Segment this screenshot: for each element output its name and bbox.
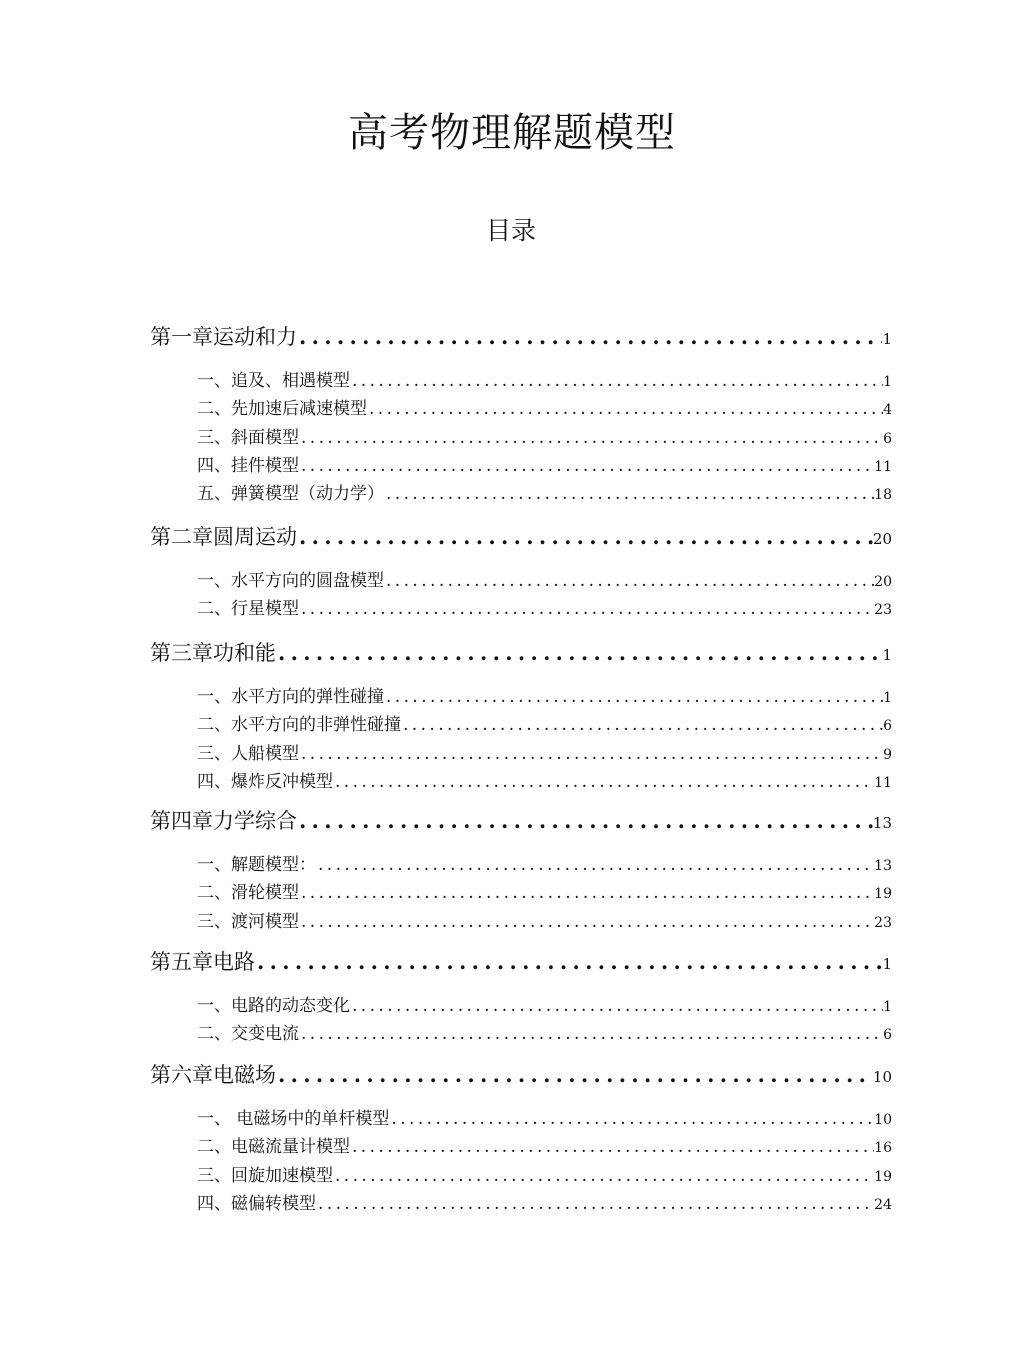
toc-section-entry[interactable]	[197, 1191, 892, 1217]
toc-chapter-entry[interactable]	[150, 638, 892, 668]
toc-dot-leader	[401, 712, 883, 738]
toc-page-number: 1	[882, 646, 892, 664]
toc-page-number: 1	[883, 999, 892, 1015]
toc-section-entry[interactable]	[197, 568, 892, 594]
toc-section-entry[interactable]	[197, 1163, 892, 1189]
toc-dot-leader	[255, 947, 882, 977]
toc-dot-leader	[350, 993, 883, 1019]
toc-entry-label: 第四章力学综合	[150, 809, 297, 833]
toc-entry-label: 第一章运动和力	[150, 325, 297, 349]
toc-entry-label: 二、交变电流	[197, 1024, 299, 1044]
toc-entry-label: 一、追及、相遇模型	[197, 371, 350, 391]
toc-dot-leader	[384, 684, 883, 710]
toc-section-entry[interactable]	[197, 909, 892, 935]
toc-dot-leader	[299, 741, 883, 767]
toc-entry-label: 第六章电磁场	[150, 1063, 276, 1087]
toc-entry-label: 三、人船模型	[197, 744, 299, 764]
toc-dot-leader	[297, 322, 882, 352]
toc-page-number: 19	[874, 886, 892, 902]
toc-entry-label: 二、先加速后减速模型	[197, 399, 367, 419]
toc-entry-label: 第二章圆周运动	[150, 525, 297, 549]
toc-section-entry[interactable]	[197, 481, 892, 507]
toc-section-entry[interactable]	[197, 596, 892, 622]
toc-dot-leader	[299, 909, 874, 935]
toc-entry-label: 四、挂件模型	[197, 456, 299, 476]
toc-page-number: 1	[882, 955, 892, 973]
toc-entry-label: 一、电路的动态变化	[197, 996, 350, 1016]
toc-page-number: 9	[883, 747, 892, 763]
toc-entry-label: 第三章功和能	[150, 641, 276, 665]
toc-entry-label: 三、斜面模型	[197, 428, 299, 448]
toc-entry-label: 二、滑轮模型	[197, 883, 299, 903]
toc-entry-label: 五、弹簧模型（动力学）	[197, 484, 384, 504]
toc-dot-leader	[297, 522, 873, 552]
toc-dot-leader	[367, 396, 883, 422]
toc-section-entry[interactable]	[197, 453, 892, 479]
toc-page-number: 6	[883, 1027, 892, 1043]
toc-page-number: 4	[883, 402, 892, 418]
toc-section-entry[interactable]	[197, 1021, 892, 1047]
toc-dot-leader	[350, 368, 883, 394]
toc-section-entry[interactable]	[197, 712, 892, 738]
toc-chapter-entry[interactable]	[150, 322, 892, 352]
toc-entry-label: 一、解题模型：	[197, 855, 316, 875]
toc-entry-label: 第五章电路	[150, 950, 255, 974]
toc-section-entry[interactable]	[197, 425, 892, 451]
toc-dot-leader	[316, 852, 874, 878]
toc-entry-label: 三、渡河模型	[197, 912, 299, 932]
toc-entry-label: 一、水平方向的弹性碰撞	[197, 687, 384, 707]
toc-page-number: 19	[874, 1169, 892, 1185]
toc-section-entry[interactable]	[197, 993, 892, 1019]
toc-heading: 目录	[485, 216, 536, 245]
toc-dot-leader	[333, 1163, 874, 1189]
toc-page-number: 10	[872, 1068, 892, 1086]
toc-dot-leader	[299, 425, 883, 451]
toc-chapter-entry[interactable]	[150, 522, 892, 552]
toc-entry-label: 二、电磁流量计模型	[197, 1137, 350, 1157]
toc-page-number: 6	[883, 718, 892, 734]
toc-dot-leader	[276, 638, 882, 668]
toc-dot-leader	[389, 1106, 874, 1132]
toc-page-number: 23	[874, 602, 892, 618]
toc-section-entry[interactable]	[197, 368, 892, 394]
toc-section-entry[interactable]	[197, 769, 892, 795]
toc-page-number: 10	[874, 1112, 892, 1128]
toc-entry-label: 二、行星模型	[197, 599, 299, 619]
toc-dot-leader	[333, 769, 874, 795]
toc-chapter-entry[interactable]	[150, 806, 892, 836]
toc-entry-label: 四、爆炸反冲模型	[197, 772, 333, 792]
toc-page-number: 24	[874, 1197, 892, 1213]
toc-section-entry[interactable]	[197, 1106, 892, 1132]
toc-page-number: 16	[874, 1140, 892, 1156]
toc-page-number: 13	[874, 858, 892, 874]
toc-page-number: 13	[872, 814, 892, 832]
toc-entry-label: 一、水平方向的圆盘模型	[197, 571, 384, 591]
toc-dot-leader	[299, 1021, 883, 1047]
toc-page-number: 11	[874, 775, 892, 791]
toc-entry-label: 四、磁偏转模型	[197, 1194, 316, 1214]
toc-dot-leader	[384, 481, 874, 507]
toc-section-entry[interactable]	[197, 1134, 892, 1160]
toc-section-entry[interactable]	[197, 396, 892, 422]
toc-section-entry[interactable]	[197, 880, 892, 906]
toc-page-number: 20	[872, 530, 892, 548]
toc-dot-leader	[384, 568, 874, 594]
toc-entry-label: 三、回旋加速模型	[197, 1166, 333, 1186]
document-title: 高考物理解题模型	[348, 109, 676, 156]
toc-page-number: 18	[874, 487, 892, 503]
toc-page-number: 1	[883, 690, 892, 706]
toc-dot-leader	[299, 596, 874, 622]
toc-dot-leader	[299, 453, 874, 479]
toc-page-number: 1	[882, 330, 892, 348]
toc-section-entry[interactable]	[197, 741, 892, 767]
toc-chapter-entry[interactable]	[150, 1060, 892, 1090]
toc-dot-leader	[350, 1134, 874, 1160]
toc-page-number: 1	[883, 374, 892, 390]
toc-dot-leader	[297, 806, 873, 836]
toc-dot-leader	[276, 1060, 873, 1090]
toc-dot-leader	[316, 1191, 874, 1217]
toc-page-number: 11	[874, 459, 892, 475]
toc-dot-leader	[299, 880, 874, 906]
toc-section-entry[interactable]	[197, 684, 892, 710]
toc-page-number: 6	[883, 431, 892, 447]
toc-chapter-entry[interactable]	[150, 947, 892, 977]
toc-section-entry[interactable]	[197, 852, 892, 878]
toc-page-number: 20	[874, 574, 892, 590]
toc-entry-label: 一、 电磁场中的单杆模型	[197, 1109, 390, 1129]
toc-entry-label: 二、水平方向的非弹性碰撞	[197, 715, 401, 735]
toc-page-number: 23	[874, 915, 892, 931]
